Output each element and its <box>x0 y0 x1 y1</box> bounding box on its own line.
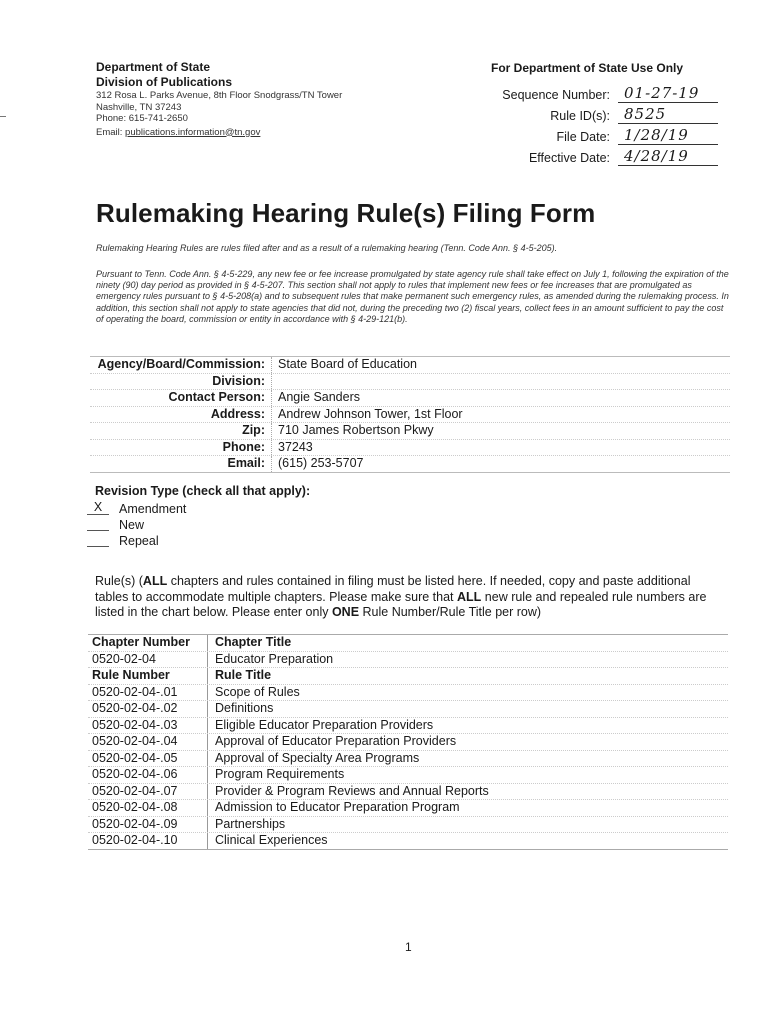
contact-label: Contact Person: <box>90 390 272 406</box>
table-row <box>88 833 728 849</box>
sequence-number-row <box>460 86 720 107</box>
email-row <box>90 456 730 472</box>
effective-date-row <box>460 149 720 170</box>
email-label: Email: <box>90 456 272 472</box>
agency-row <box>90 357 730 374</box>
cell-title[interactable]: Clinical Experiences <box>215 833 328 847</box>
department-block <box>96 60 342 140</box>
zip-value[interactable]: 710 James Robertson Pkwy <box>278 423 434 437</box>
table-row <box>88 685 728 702</box>
cell-title[interactable]: Educator Preparation <box>215 651 334 666</box>
cell-title[interactable]: Scope of Rules <box>215 684 300 699</box>
revision-option-new[interactable] <box>87 517 310 533</box>
cell-title[interactable]: Admission to Educator Preparation Program <box>215 800 460 814</box>
table-row <box>88 652 728 669</box>
sequence-number-label: Sequence Number: <box>502 88 610 102</box>
phone-label: Phone: <box>90 440 272 456</box>
repeal-label: Repeal <box>119 534 159 548</box>
revision-option-repeal[interactable] <box>87 533 310 549</box>
effective-date-value[interactable]: 4/28/19 <box>618 147 718 166</box>
form-title: Rulemaking Hearing Rule(s) Filing Form <box>96 198 596 228</box>
contact-row <box>90 390 730 407</box>
phone-value[interactable]: 37243 <box>278 439 313 454</box>
table-row <box>88 734 728 751</box>
table-row <box>88 701 728 718</box>
table-row <box>88 800 728 817</box>
rules-bold-all-2: ALL <box>457 589 482 604</box>
state-use-fields <box>460 86 720 170</box>
amendment-checkbox[interactable]: X <box>87 501 109 515</box>
header-cell-title: Rule Title <box>215 668 272 682</box>
rules-instructions <box>95 574 725 621</box>
header-cell-number: Rule Number <box>88 668 208 684</box>
rules-text-2: chapters and rules contained in filing must be listed here. If needed, copy and paste additional tables to accommodate multiple chapters. Please make sure that <box>95 574 691 604</box>
email-value[interactable]: (615) 253-5707 <box>278 456 364 470</box>
agency-label: Agency/Board/Commission: <box>90 357 272 373</box>
revision-type-heading: Revision Type (check all that apply): <box>95 484 311 498</box>
sequence-number-value[interactable]: 01-27-19 <box>618 84 718 103</box>
dept-address: 312 Rosa L. Parks Avenue, 8th Floor Snodgrass/TN Tower <box>96 90 343 101</box>
agency-info-table <box>90 356 730 473</box>
amendment-label: Amendment <box>119 502 187 516</box>
cell-title[interactable]: Provider & Program Reviews and Annual Reports <box>215 783 489 798</box>
chapter-rules-table <box>88 634 728 850</box>
use-only-heading: For Department of State Use Only <box>491 61 684 75</box>
table-header-row <box>88 635 728 652</box>
cell-title[interactable]: Approval of Specialty Area Programs <box>215 750 420 765</box>
table-row <box>88 817 728 834</box>
address-label: Address: <box>90 407 272 423</box>
division-label: Division: <box>90 374 272 390</box>
repeal-checkbox[interactable] <box>87 533 109 547</box>
rules-text-4: Rule Number/Rule Title per row) <box>359 605 542 619</box>
cell-number[interactable]: 0520-02-04-.07 <box>88 784 208 800</box>
revision-option-amendment[interactable] <box>87 501 310 517</box>
cell-number[interactable]: 0520-02-04-.05 <box>88 751 208 767</box>
rules-text-3: new rule and repealed rule numbers are listed in the chart below. Please enter only <box>95 589 707 619</box>
division-value[interactable] <box>272 374 278 390</box>
address-value[interactable]: Andrew Johnson Tower, 1st Floor <box>278 406 463 421</box>
dept-name: Department of State <box>96 60 211 74</box>
contact-value[interactable]: Angie Sanders <box>278 390 361 404</box>
header-cell-title: Chapter Title <box>215 635 292 649</box>
dept-phone: Phone: 615-741-2650 <box>96 113 188 124</box>
rule-id-row <box>460 107 720 128</box>
new-label: New <box>119 518 145 532</box>
rule-id-label: Rule ID(s): <box>550 109 610 123</box>
table-row <box>88 767 728 784</box>
cell-number[interactable]: 0520-02-04-.03 <box>88 718 208 734</box>
effective-date-label: Effective Date: <box>528 151 610 165</box>
rules-text-1: Rule(s) ( <box>95 574 143 588</box>
zip-row <box>90 423 730 440</box>
phone-row <box>90 440 730 457</box>
file-date-label: File Date: <box>556 130 610 144</box>
email-label: Email: <box>96 126 126 138</box>
rule-id-value[interactable]: 8525 <box>618 105 718 124</box>
page-number: 1 <box>405 940 412 954</box>
cell-number[interactable]: 0520-02-04-.10 <box>88 833 208 849</box>
cell-title[interactable]: Eligible Educator Preparation Providers <box>215 717 434 732</box>
file-date-row <box>460 128 720 149</box>
cell-number[interactable]: 0520-02-04-.06 <box>88 767 208 783</box>
cell-number[interactable]: 0520-02-04-.08 <box>88 800 208 816</box>
scan-edge-mark <box>0 116 6 117</box>
header-cell-number: Chapter Number <box>88 635 208 651</box>
division-name: Division of Publications <box>96 75 233 89</box>
rules-bold-one: ONE <box>331 605 360 619</box>
cell-number[interactable]: 0520-02-04-.04 <box>88 734 208 750</box>
cell-number[interactable]: 0520-02-04-.09 <box>88 817 208 833</box>
table-row <box>88 784 728 801</box>
rules-bold-all-1: ALL <box>142 574 168 588</box>
cell-number[interactable]: 0520-02-04-.01 <box>88 685 208 701</box>
cell-title[interactable]: Program Requirements <box>215 767 345 781</box>
file-date-value[interactable]: 1/28/19 <box>618 126 718 145</box>
fee-notice-paragraph: Pursuant to Tenn. Code Ann. § 4-5-229, any new fee or fee increase promulgated by state agency rule shall take effect on July 1, following the expiration of the ninety (90) day period as provided in § 4-5-207. This section shall not apply to rules that implement new fees or fee increases that are promulgated as emergency rules pursuant to § 4-5-208(a) and to subsequent rules that make permanent such emergency rules, as amended during the rulemaking process. In addition, this section shall not apply to state agencies that did not, during the preceding two (2) fiscal years, collect fees in an amount sufficient to pay the cost of operating the board, commission or entity in accordance with § 4-29-121(b). <box>96 269 729 324</box>
division-row <box>90 374 730 391</box>
agency-value[interactable]: State Board of Education <box>278 357 417 371</box>
table-header-row <box>88 668 728 685</box>
table-row <box>88 751 728 768</box>
form-subtitle: Rulemaking Hearing Rules are rules filed after and as a result of a rulemaking hearing (Tenn. Code Ann. § 4-5-205). <box>96 243 558 253</box>
dept-city: Nashville, TN 37243 <box>96 101 182 113</box>
revision-type-section <box>95 484 310 549</box>
cell-number[interactable]: 0520-02-04-.02 <box>88 701 208 717</box>
zip-label: Zip: <box>90 423 272 439</box>
cell-title[interactable]: Partnerships <box>215 816 286 831</box>
address-row <box>90 407 730 424</box>
new-checkbox[interactable] <box>87 517 109 531</box>
cell-number[interactable]: 0520-02-04 <box>88 652 208 668</box>
cell-title[interactable]: Approval of Educator Preparation Providers <box>215 734 457 748</box>
dept-email-line <box>96 125 342 140</box>
table-row <box>88 718 728 735</box>
cell-title[interactable]: Definitions <box>215 701 274 715</box>
dept-email-link[interactable]: publications.information@tn.gov <box>125 126 261 138</box>
